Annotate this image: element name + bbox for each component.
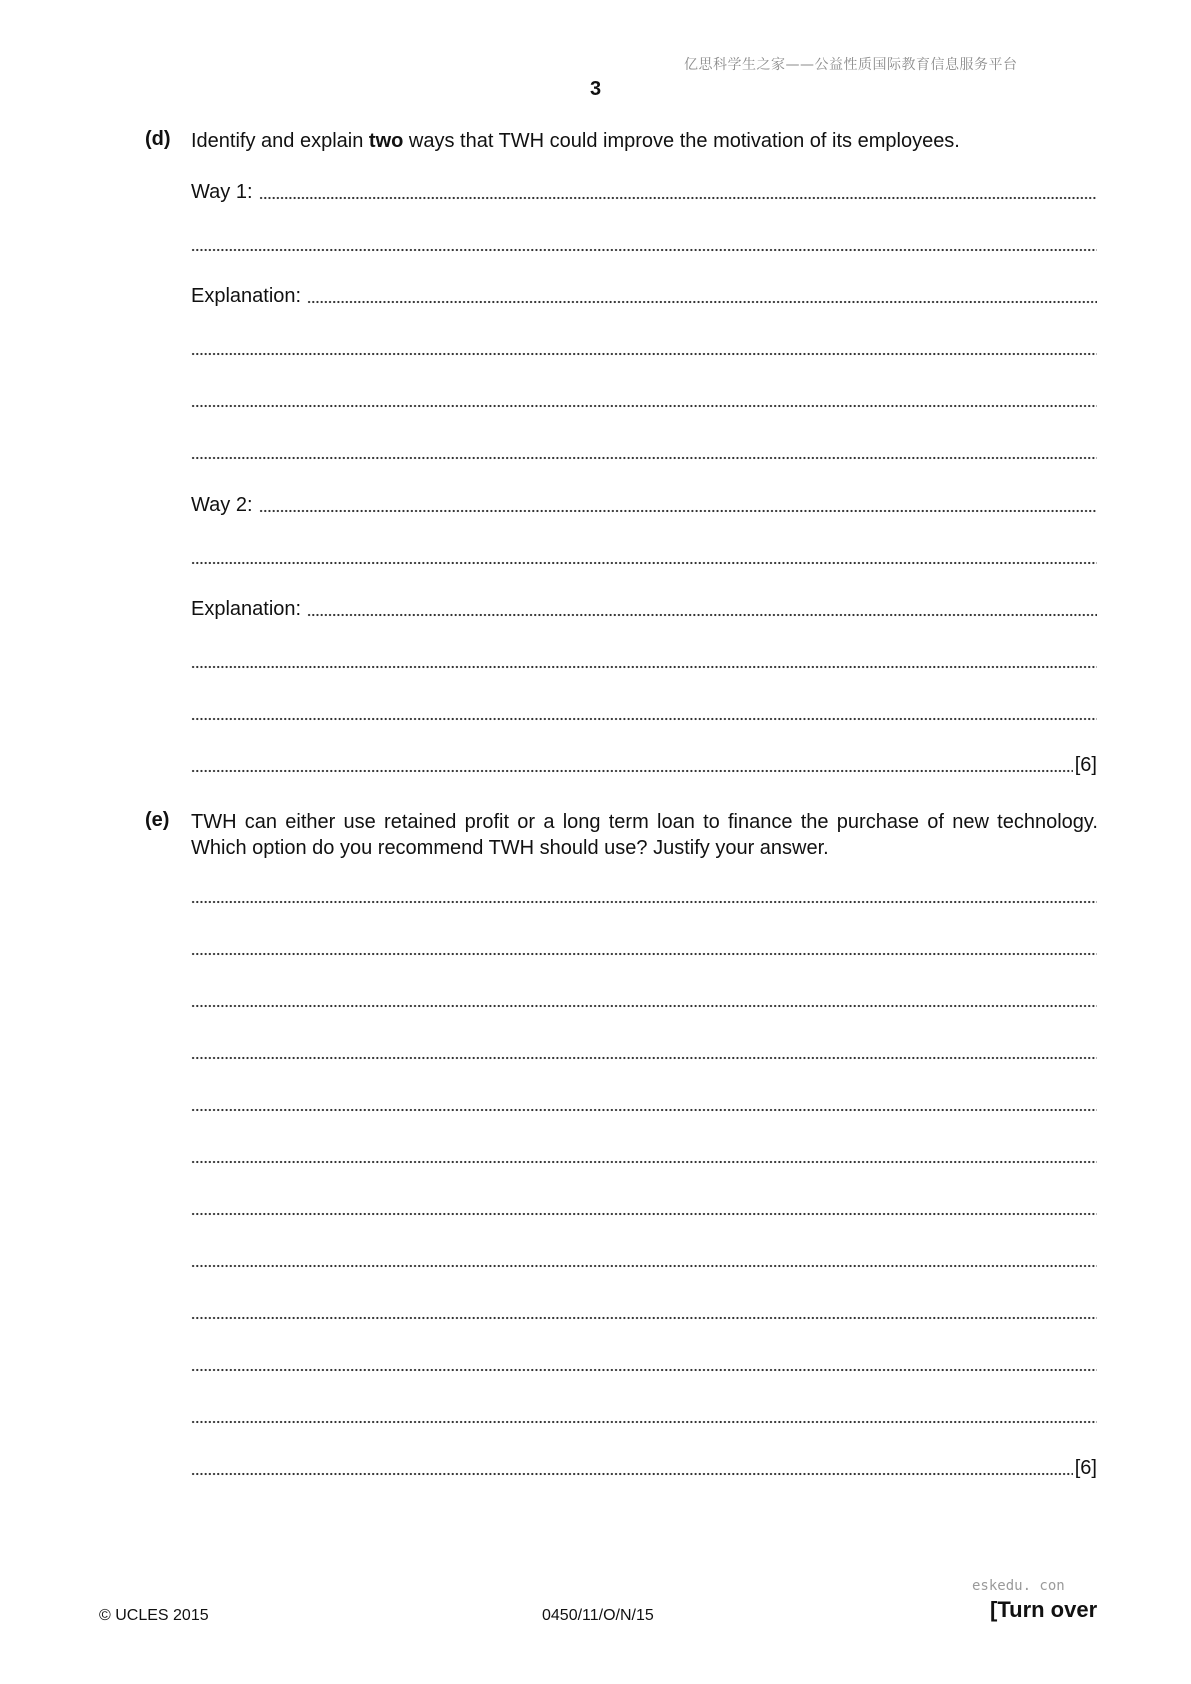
answer-line[interactable]	[191, 649, 1097, 673]
answer-line[interactable]	[191, 1196, 1097, 1220]
watermark-top: 亿思科学生之家——公益性质国际教育信息服务平台	[684, 57, 1018, 73]
dotted-line	[191, 352, 1097, 356]
answer-line[interactable]	[191, 1144, 1097, 1168]
answer-line-way2[interactable]	[191, 493, 1097, 517]
answer-line[interactable]	[191, 232, 1097, 256]
question-e-label: (e)	[145, 809, 170, 831]
footer-turn-over: [Turn over	[990, 1597, 1098, 1622]
footer-copyright: © UCLES 2015	[99, 1607, 209, 1624]
dotted-line	[259, 509, 1098, 513]
dotted-line	[191, 1004, 1097, 1008]
question-e-marks: [6]	[1074, 1457, 1097, 1479]
answer-line[interactable]	[191, 440, 1097, 464]
answer-line[interactable]	[191, 1248, 1097, 1272]
dotted-line	[191, 665, 1097, 669]
dotted-line	[191, 1316, 1097, 1320]
dotted-line	[259, 196, 1098, 200]
explanation1-label: Explanation:	[191, 285, 302, 307]
answer-line[interactable]	[191, 336, 1097, 360]
answer-line-way1[interactable]	[191, 180, 1097, 204]
question-e-text: TWH can either use retained profit or a long term loan to finance the purchase of new technology. Which option do you recommend TWH should use? Justify your answer.	[191, 811, 1098, 859]
dotted-line	[191, 900, 1097, 904]
dotted-line	[191, 248, 1097, 252]
question-d-text-after: ways that TWH could improve the motivation of its employees.	[403, 130, 960, 152]
answer-line[interactable]	[191, 701, 1097, 725]
answer-line-explanation2[interactable]	[191, 597, 1097, 621]
footer-code: 0450/11/O/N/15	[542, 1607, 654, 1624]
dotted-line	[191, 456, 1097, 460]
page-number: 3	[589, 78, 602, 100]
answer-line[interactable]	[191, 388, 1097, 412]
dotted-line	[191, 561, 1097, 565]
question-d-marks: [6]	[1074, 754, 1097, 776]
answer-line[interactable]	[191, 1092, 1097, 1116]
answer-line[interactable]	[191, 936, 1097, 960]
answer-line[interactable]	[191, 1352, 1097, 1376]
answer-line-explanation1[interactable]	[191, 284, 1097, 308]
answer-line[interactable]	[191, 1040, 1097, 1064]
explanation2-label: Explanation:	[191, 598, 302, 620]
dotted-line	[307, 613, 1097, 617]
dotted-line	[191, 1108, 1097, 1112]
dotted-line	[191, 952, 1097, 956]
question-d-text-bold: two	[368, 130, 404, 152]
question-d-text	[191, 128, 1098, 154]
watermark-bottom: eskedu. con	[972, 1578, 1065, 1594]
dotted-line	[191, 1472, 1073, 1476]
dotted-line	[191, 1420, 1097, 1424]
question-d-label: (d)	[145, 128, 171, 150]
answer-line-final[interactable]	[191, 1456, 1097, 1480]
way2-label: Way 2:	[191, 494, 253, 516]
answer-line-final[interactable]	[191, 753, 1097, 777]
answer-line[interactable]	[191, 988, 1097, 1012]
dotted-line	[191, 1056, 1097, 1060]
dotted-line	[191, 1212, 1097, 1216]
answer-line[interactable]	[191, 545, 1097, 569]
dotted-line	[191, 717, 1097, 721]
dotted-line	[191, 769, 1073, 773]
dotted-line	[191, 1264, 1097, 1268]
answer-line[interactable]	[191, 1404, 1097, 1428]
dotted-line	[307, 300, 1097, 304]
dotted-line	[191, 1368, 1097, 1372]
answer-line[interactable]	[191, 1300, 1097, 1324]
dotted-line	[191, 404, 1097, 408]
dotted-line	[191, 1160, 1097, 1164]
answer-line[interactable]	[191, 884, 1097, 908]
way1-label: Way 1:	[191, 181, 253, 203]
question-d-text-before: Identify and explain	[191, 130, 369, 152]
